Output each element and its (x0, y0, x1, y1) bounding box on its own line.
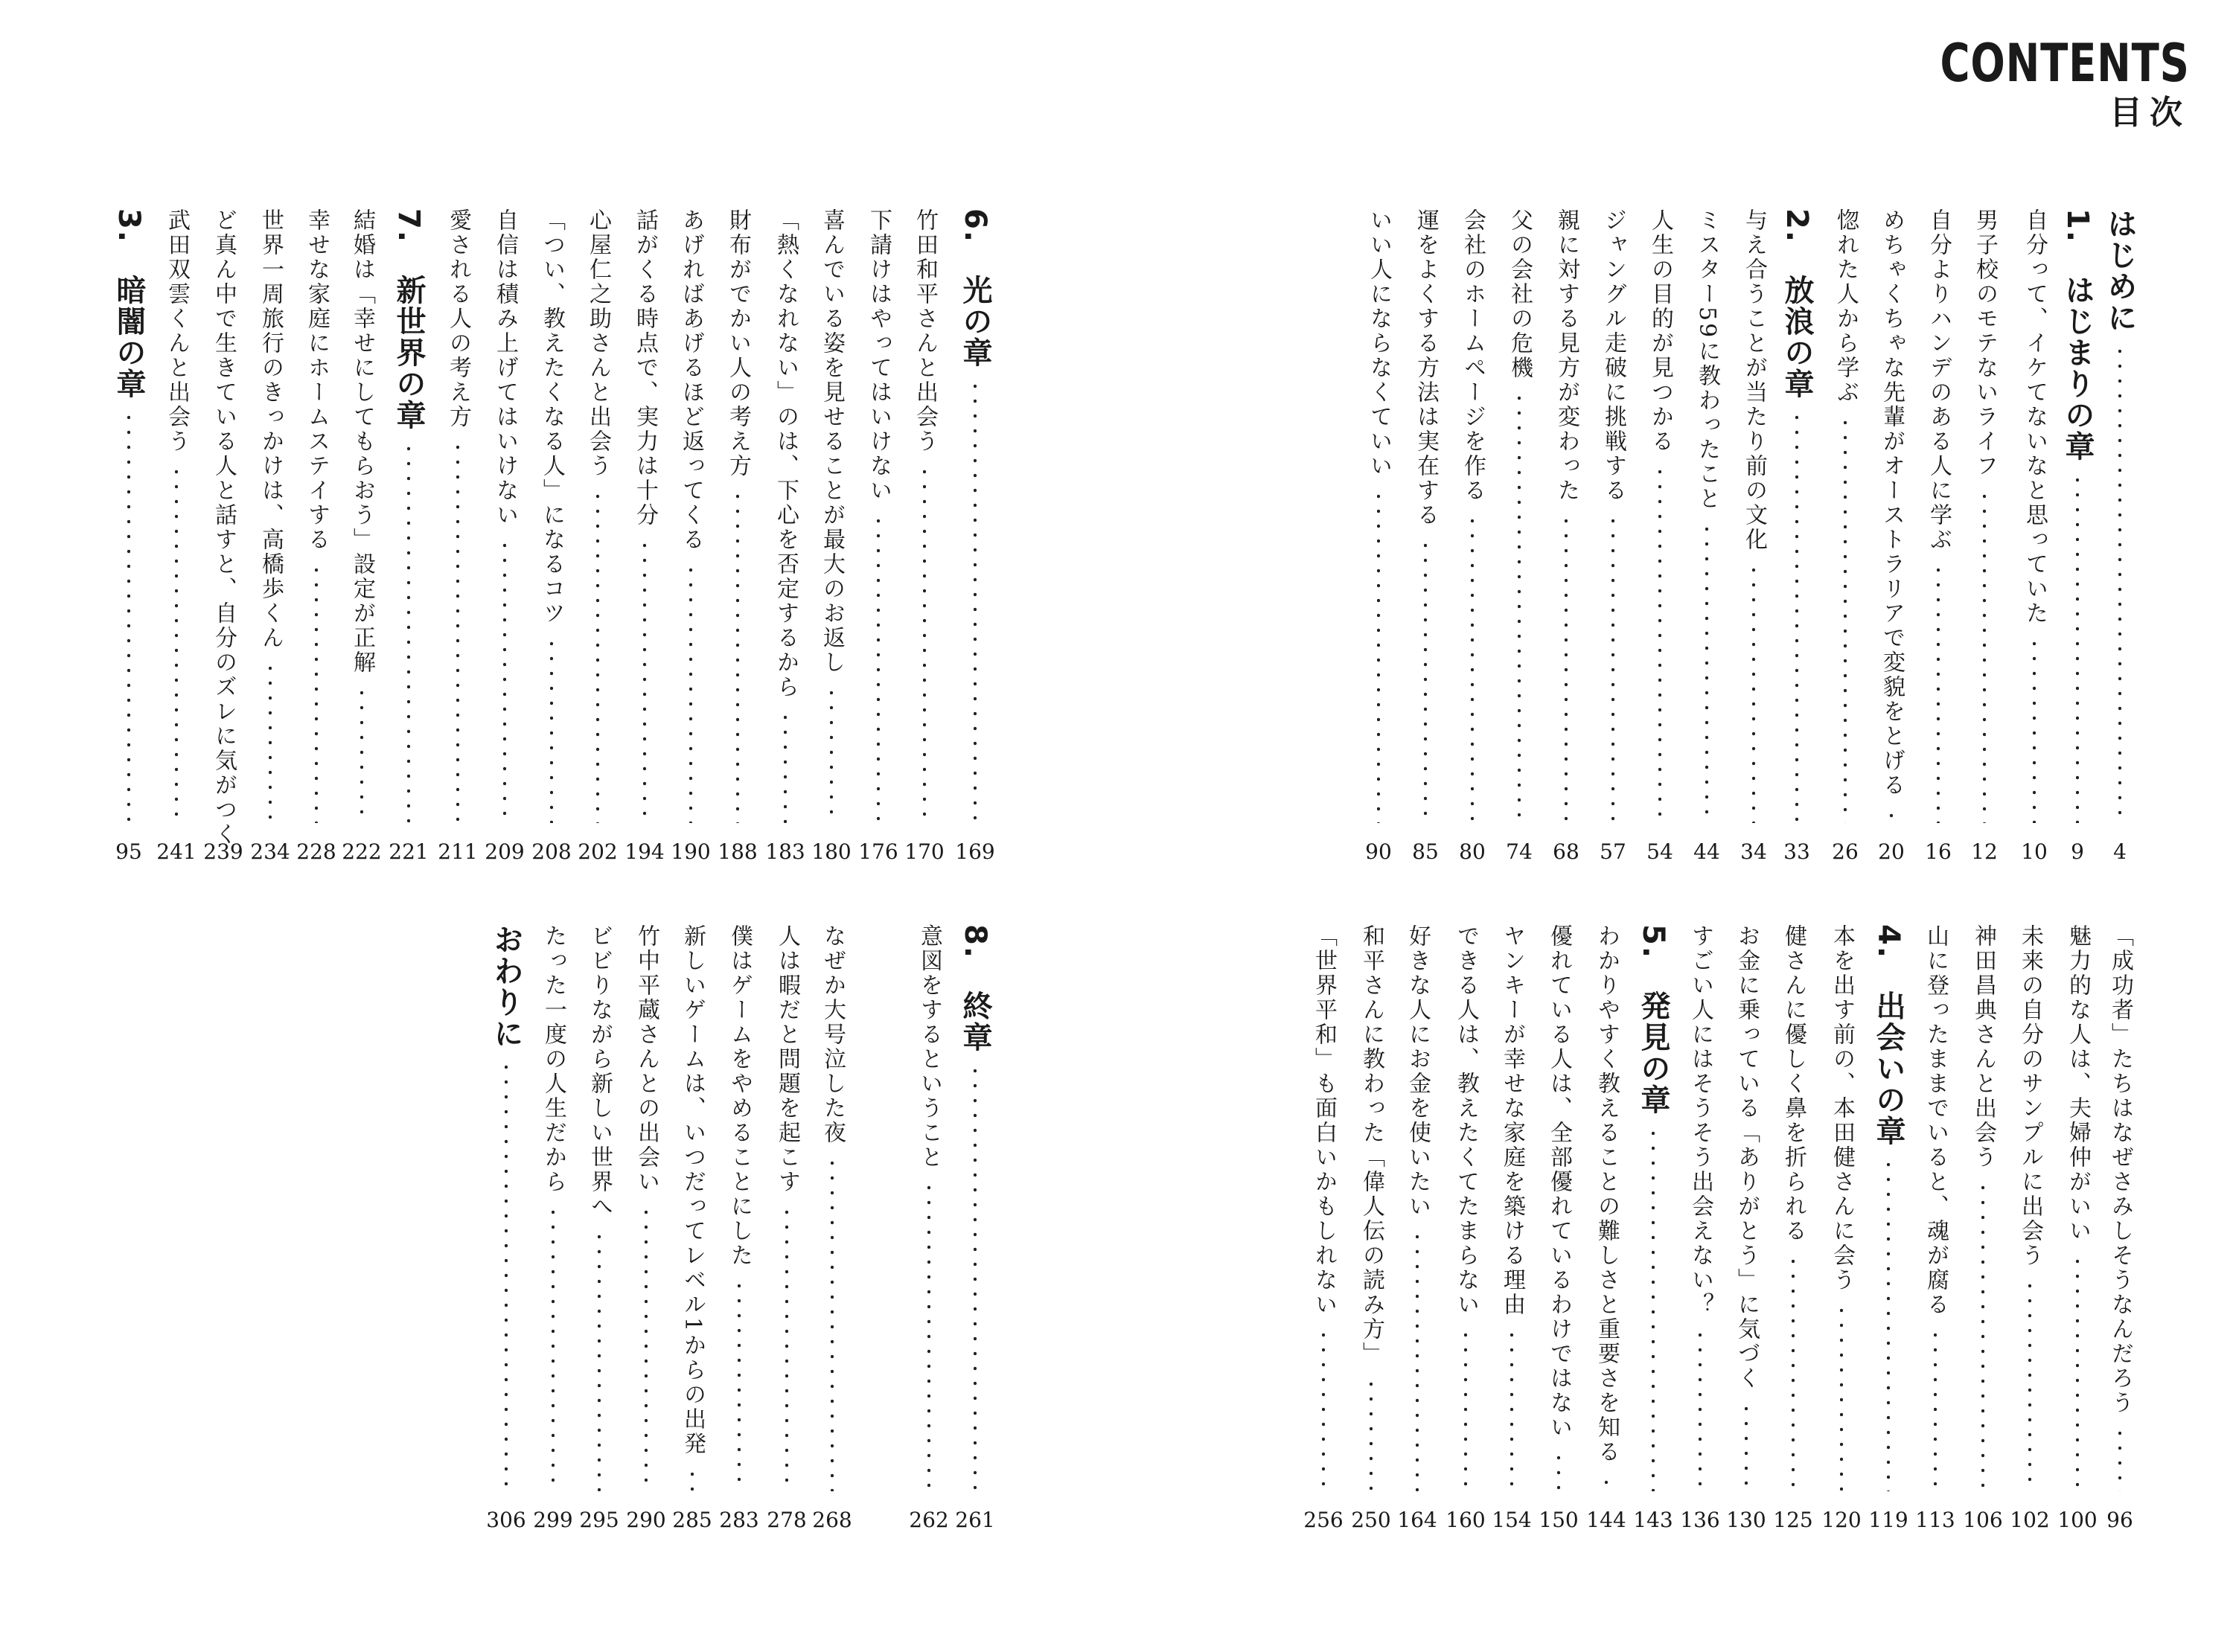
toc-chapter-entry (951, 208, 999, 865)
page-number: 188 (718, 839, 758, 864)
toc-entry (1868, 208, 1915, 865)
entry-title: 竹中平蔵さんとの出会い (633, 924, 659, 1194)
entry-title: めちゃくちゃな先輩がオーストラリアで変貌をとげる (1879, 208, 1905, 798)
toc-entry (338, 208, 386, 865)
page-number: 241 (156, 839, 197, 864)
page-number: 4 (2113, 839, 2127, 864)
toc-entry (199, 208, 247, 865)
page-number: 299 (533, 1508, 573, 1532)
toc-entry (1769, 924, 1817, 1533)
entry-title: ビビりながら新しい世界へ (587, 924, 613, 1219)
entry-title: 話がくる時点で、実力は十分 (632, 208, 658, 528)
entry-title: 新しいゲームは、いつだってレベル1からの出発 (680, 924, 706, 1457)
dot-leader (1934, 1328, 1937, 1491)
toc-entry (1495, 208, 1543, 865)
page-number: 208 (531, 839, 572, 864)
dot-leader (1370, 1377, 1373, 1491)
toc-entry (1818, 924, 1865, 1533)
dot-leader (1752, 563, 1755, 823)
page-number: 144 (1586, 1508, 1626, 1532)
toc-chapter-entry (1865, 924, 1912, 1533)
chapter-title: 3. 暗闇の章 (112, 208, 146, 400)
dot-leader (877, 513, 880, 823)
toc-chapter-entry (105, 208, 153, 865)
page-number: 9 (2071, 839, 2084, 864)
page-number: 106 (1963, 1508, 2003, 1532)
page-number: 176 (858, 839, 898, 864)
toc-entry (434, 208, 482, 865)
dot-leader (1322, 1328, 1325, 1491)
page-number: 113 (1915, 1508, 1955, 1532)
dot-leader (2076, 473, 2079, 823)
page-number: 16 (1925, 839, 1952, 864)
toc-entry (1683, 208, 1731, 865)
entry-title: 下請けはやってはいけない (866, 208, 892, 503)
entry-title: 武田双雲くんと出会う (164, 208, 190, 454)
dot-leader (643, 538, 646, 823)
dot-leader (1792, 1254, 1795, 1491)
toc-entry (153, 208, 200, 865)
chapter-title: はじめに (2103, 208, 2137, 333)
dot-leader (1565, 513, 1568, 823)
toc-entry (1911, 924, 1959, 1533)
entry-title: ミスター59に教わったこと (1694, 208, 1720, 512)
page-number: 190 (671, 839, 711, 864)
toc-entry (481, 208, 528, 865)
toc-entry (1448, 208, 1496, 865)
toc-entry (2096, 924, 2144, 1533)
dot-leader (785, 1205, 788, 1491)
entry-title: 意図をするということ (916, 924, 942, 1170)
entry-title: ジャングル走破に挑戦する (1600, 208, 1626, 503)
page-number: 261 (955, 1508, 995, 1532)
entry-title: 惚れた人から学ぶ (1833, 208, 1859, 405)
entry-title: 運をよくする方法は実在する (1413, 208, 1439, 528)
chapter-title: 7. 新世界の章 (392, 208, 426, 432)
page-number: 54 (1646, 839, 1673, 864)
toc-entry (1442, 924, 1489, 1533)
entry-title: 親に対する見方が変わった (1553, 208, 1579, 503)
chapter-title: おわりに (489, 924, 523, 1049)
entry-title: お金に乗っている「ありがとう」に気づく (1734, 924, 1760, 1391)
toc-entry (808, 924, 856, 1533)
page-number: 74 (1506, 839, 1533, 864)
page-number: 33 (1783, 839, 1810, 864)
toc-entry (574, 208, 622, 865)
page-number: 143 (1633, 1508, 1673, 1532)
entry-title: 自分よりハンデのある人に学ぶ (1926, 208, 1952, 552)
page-number: 239 (203, 839, 243, 864)
page-number: 95 (115, 839, 142, 864)
contents-header (1870, 34, 2190, 134)
toc-entry (1402, 208, 1449, 865)
page-number: 164 (1397, 1508, 1437, 1532)
dot-leader (1844, 415, 1847, 823)
dot-leader (1471, 513, 1474, 823)
dot-leader (1699, 1328, 1702, 1491)
toc-entry (1676, 924, 1724, 1533)
page-number: 130 (1726, 1508, 1766, 1532)
entry-title: 「成功者」たちはなぜさみしそうなんだろう (2107, 924, 2133, 1415)
entry-title: できる人は、教えたくてたまらない (1453, 924, 1479, 1317)
page-number: 26 (1832, 839, 1859, 864)
entry-title: 山に登ったままでいると、魂が腐る (1923, 924, 1949, 1317)
page-number: 12 (1971, 839, 1998, 864)
dot-leader (1464, 1328, 1467, 1491)
dot-leader (736, 489, 739, 823)
dot-leader (1652, 1126, 1655, 1491)
page-number: 228 (296, 839, 336, 864)
page-number: 150 (1539, 1508, 1579, 1532)
toc-entry (622, 924, 670, 1533)
chapter-title: 8. 終章 (958, 924, 992, 1054)
toc-entry (1347, 924, 1395, 1533)
dot-leader (175, 464, 178, 823)
dot-leader (830, 685, 833, 823)
page-number: 34 (1740, 839, 1767, 864)
toc-entry (808, 208, 855, 865)
entry-title: 心屋仁之助さんと出会う (585, 208, 611, 478)
entry-title: ヤンキーが幸せな家庭を築ける理由 (1499, 924, 1525, 1317)
toc-entry (854, 208, 902, 865)
dot-leader (456, 440, 459, 823)
page-number: 120 (1821, 1508, 1862, 1532)
dot-leader (645, 1205, 648, 1491)
dot-leader (505, 1060, 508, 1491)
toc-entry (2054, 924, 2101, 1533)
toc-entry (1959, 924, 2007, 1533)
entry-title: 優れている人は、全部優れているわけではない (1546, 924, 1572, 1440)
toc-chapter-entry (951, 924, 999, 1533)
entry-title: 財布がでかい人の考え方 (725, 208, 751, 478)
page-number: 209 (485, 839, 525, 864)
entry-title: 「熱くなれない」のは、下心を否定するから (773, 208, 799, 699)
chapter-title: 2. 放浪の章 (1780, 208, 1814, 400)
entry-title: 世界一周旅行のきっかけは、高橋歩くん (258, 208, 284, 650)
entry-title: 父の会社の危機 (1507, 208, 1533, 380)
dot-leader (2033, 636, 2036, 823)
page-number: 119 (1868, 1508, 1908, 1532)
entry-title: 神田昌典さんと出会う (1970, 924, 1996, 1170)
page-number: 221 (389, 839, 429, 864)
dot-leader (407, 441, 410, 823)
toc-entry (1488, 924, 1536, 1533)
page-number: 85 (1412, 839, 1439, 864)
toc-entry (529, 924, 577, 1533)
page-number: 250 (1351, 1508, 1391, 1532)
entry-title: たった一度の人生だから (540, 924, 566, 1194)
toc-entry (293, 208, 340, 865)
entry-title: 男子校のモテないライフ (1972, 208, 1998, 478)
dot-leader (1658, 464, 1661, 823)
dot-leader (689, 563, 692, 823)
dot-leader (738, 1278, 741, 1491)
entry-title: 与え合うことが当たり前の文化 (1741, 208, 1767, 552)
dot-leader (2118, 1426, 2121, 1491)
entry-title: 「つい、教えたくなる人」になるコツ (539, 208, 565, 626)
dot-leader (974, 1063, 977, 1491)
dot-leader (923, 464, 926, 823)
toc-entry (761, 208, 809, 865)
toc-entry (2006, 924, 2054, 1533)
dot-leader (927, 1180, 930, 1491)
dot-leader (2028, 1278, 2031, 1491)
page-number: 295 (579, 1508, 619, 1532)
page-number: 160 (1445, 1508, 1486, 1532)
page-number: 211 (438, 839, 478, 864)
dot-leader (550, 636, 553, 823)
chapter-title: 1. はじまりの章 (2060, 208, 2095, 463)
dot-leader (2118, 344, 2121, 823)
entry-title: 会社のホームページを作る (1460, 208, 1486, 503)
page-number: 68 (1553, 839, 1579, 864)
dot-leader (1510, 1328, 1513, 1491)
toc-entry (575, 924, 623, 1533)
toc-entry (714, 208, 761, 865)
dot-leader (1705, 522, 1708, 823)
page-number: 57 (1600, 839, 1626, 864)
dot-leader (1611, 513, 1614, 823)
toc-entry (763, 924, 811, 1533)
page-number: 306 (486, 1508, 526, 1532)
dot-leader (360, 685, 363, 823)
entry-title: なぜか大号泣した夜 (820, 924, 846, 1145)
chapter-title: 5. 発見の章 (1636, 924, 1670, 1116)
dot-leader (1795, 410, 1798, 823)
page-number: 202 (578, 839, 618, 864)
toc-entry (246, 208, 294, 865)
toc-entry (2010, 208, 2058, 865)
dot-leader (1416, 1229, 1419, 1491)
contents-title: CONTENTS (1940, 33, 2190, 94)
toc-entry (905, 924, 953, 1533)
entry-title: 自分って、イケてないなと思っていた (2022, 208, 2048, 626)
dot-leader (1518, 391, 1521, 823)
entry-title: すごい人にはそうそう出会えない？ (1687, 924, 1713, 1317)
dot-leader (784, 710, 787, 823)
page-number: 90 (1365, 839, 1392, 864)
dot-leader (1605, 1475, 1608, 1491)
page-number: 194 (624, 839, 665, 864)
dot-leader (1983, 489, 1986, 823)
entry-title: 好きな人にお金を使いたい (1405, 924, 1431, 1219)
page-number: 278 (767, 1508, 807, 1532)
page-number: 222 (342, 839, 382, 864)
toc-chapter-entry (2054, 208, 2101, 865)
entry-title: ど真ん中で生きている人と話すと、自分のズレに気がつく (211, 208, 237, 847)
dot-leader (831, 1156, 834, 1491)
dot-leader (1377, 489, 1380, 823)
toc-entry (621, 208, 668, 865)
toc-entry (1535, 924, 1582, 1533)
entry-title: 結婚は「幸せにしてもらおう」設定が正解 (349, 208, 375, 675)
entry-title: 自信は積み上げてはいけない (492, 208, 518, 528)
dot-leader (596, 489, 599, 823)
entry-title: 和平さんに教わった「偉人伝の読み方」 (1358, 924, 1384, 1366)
page-number: 102 (2010, 1508, 2050, 1532)
toc-chapter-entry (1629, 924, 1677, 1533)
dot-leader (1890, 808, 1893, 823)
toc-entry (1589, 208, 1637, 865)
dot-leader (2076, 1254, 2079, 1491)
dot-leader (691, 1467, 694, 1491)
page-number: 290 (626, 1508, 666, 1532)
toc-entry (1582, 924, 1630, 1533)
chapter-title: 6. 光の章 (958, 208, 992, 369)
toc-entry (1961, 208, 2008, 865)
page-number: 154 (1492, 1508, 1532, 1532)
page-number: 169 (955, 839, 995, 864)
dot-leader (269, 661, 272, 823)
entry-title: 僕はゲームをやめることにした (726, 924, 753, 1268)
toc-entry (1722, 924, 1770, 1533)
toc-entry (1730, 208, 1777, 865)
page-number: 262 (909, 1508, 949, 1532)
toc-entry (1542, 208, 1590, 865)
dot-leader (1424, 538, 1427, 823)
page-number: 234 (250, 839, 290, 864)
entry-title: 人は暇だと問題を起こす (774, 924, 800, 1194)
page-number: 256 (1303, 1508, 1344, 1532)
entry-title: わかりやすく教えることの難しさと重要さを知る (1594, 924, 1620, 1464)
dot-leader (503, 538, 506, 823)
page-number: 136 (1680, 1508, 1720, 1532)
toc-entry (901, 208, 948, 865)
toc-entry (1636, 208, 1684, 865)
toc-entry (1914, 208, 1962, 865)
page-number: 170 (904, 839, 945, 864)
dot-leader (974, 379, 977, 823)
toc-entry (667, 208, 715, 865)
toc-entry (1300, 924, 1347, 1533)
entry-title: 喜んでいる姿を見せることが最大のお返し (819, 208, 845, 675)
toc-entry (1821, 208, 1869, 865)
toc-entry (1393, 924, 1441, 1533)
entry-title: 幸せな家庭にホームステイする (304, 208, 330, 552)
dot-leader (552, 1205, 555, 1491)
dot-leader (1887, 1157, 1890, 1491)
page-number: 268 (812, 1508, 852, 1532)
entry-title: 人生の目的が見つかる (1647, 208, 1673, 454)
page-number: 180 (811, 839, 852, 864)
page-number: 283 (719, 1508, 759, 1532)
toc-chapter-entry (2096, 208, 2144, 865)
toc-entry (528, 208, 575, 865)
page-number: 10 (2021, 839, 2048, 864)
chapter-title: 4. 出会いの章 (1871, 924, 1905, 1147)
entry-title: 本を出す前の、本田健さんに会う (1829, 924, 1855, 1293)
dot-leader (598, 1229, 601, 1491)
toc-chapter-entry (482, 924, 530, 1533)
page-number: 96 (2106, 1508, 2133, 1532)
toc-entry (1355, 208, 1402, 865)
page-number: 125 (1773, 1508, 1813, 1532)
mokuji-title: 目次 (2109, 94, 2190, 132)
entry-title: 愛される人の考え方 (445, 208, 471, 429)
dot-leader (127, 410, 130, 823)
toc-chapter-entry (1773, 208, 1821, 865)
dot-leader (1745, 1401, 1748, 1491)
dot-leader (1840, 1303, 1843, 1491)
toc-entry (668, 924, 716, 1533)
toc-entry (715, 924, 763, 1533)
entry-title: 竹田和平さんと出会う (912, 208, 938, 454)
page-number: 285 (672, 1508, 712, 1532)
entry-title: あげればあげるほど返ってくる (678, 208, 704, 552)
dot-leader (315, 563, 318, 823)
page-number: 100 (2057, 1508, 2098, 1532)
page-number: 183 (765, 839, 805, 864)
page-number: 44 (1693, 839, 1720, 864)
entry-title: 「世界平和」も面白いかもしれない (1311, 924, 1337, 1317)
dot-leader (1557, 1450, 1560, 1491)
entry-title: 健さんに優しく鼻を折られる (1780, 924, 1806, 1243)
toc-chapter-entry (385, 208, 432, 865)
page-number: 20 (1878, 839, 1905, 864)
dot-leader (1981, 1180, 1984, 1491)
entry-title: 未来の自分のサンプルに出会う (2017, 924, 2043, 1268)
dot-leader (1937, 563, 1940, 823)
entry-title: いい人にならなくていい (1366, 208, 1392, 478)
page-number: 80 (1459, 839, 1486, 864)
entry-title: 魅力的な人は、夫婦仲がいい (2065, 924, 2091, 1243)
